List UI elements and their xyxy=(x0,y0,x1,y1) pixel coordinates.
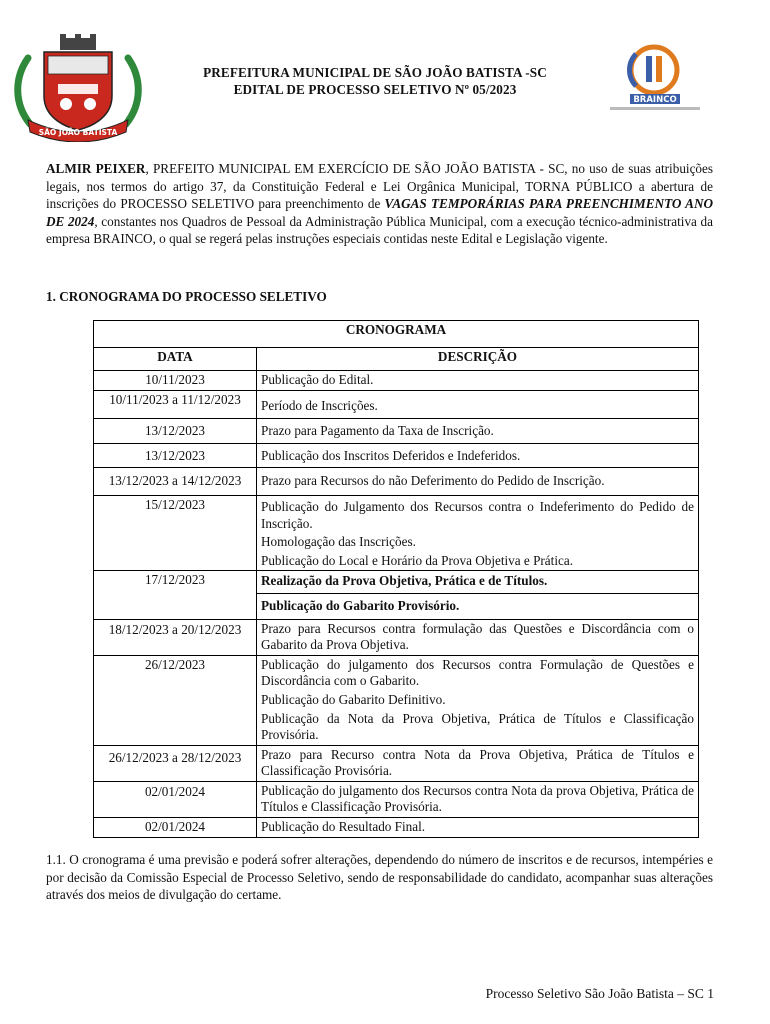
row-date: 13/12/2023 xyxy=(94,419,257,444)
table-row xyxy=(94,371,699,391)
intro-text-2: , constantes nos Quadros de Pessoal da Administração Pública Municipal, com a execução técnico-administrativa da empresa BRAINCO, o qual se regerá pelas instruções especiais contidas neste Edital e Legislação vigente. xyxy=(46,213,713,247)
row-description: Publicação do Julgamento dos Recursos contra o Indeferimento do Pedido de Inscrição. xyxy=(257,495,699,533)
section-title-cronograma: 1. CRONOGRAMA DO PROCESSO SELETIVO xyxy=(46,289,327,304)
table-row xyxy=(94,818,699,838)
row-description: Publicação do julgamento dos Recursos contra Formulação de Questões e Discordância com o Gabarito. xyxy=(257,655,699,691)
table-row xyxy=(94,443,699,468)
intro-paragraph xyxy=(46,160,713,248)
row-date: 02/01/2024 xyxy=(94,818,257,838)
column-header-description: DESCRIÇÃO xyxy=(257,348,699,371)
row-description: Publicação do Local e Horário da Prova Objetiva e Prática. xyxy=(257,552,699,571)
row-date: 13/12/2023 xyxy=(94,443,257,468)
column-header-date: DATA xyxy=(94,348,257,371)
mayor-name: ALMIR PEIXER xyxy=(46,161,146,176)
title-line-1: PREFEITURA MUNICIPAL DE SÃO JOÃO BATISTA -SC xyxy=(203,65,547,80)
schedule-table xyxy=(93,320,699,838)
intro-text-1: , PREFEITO MUNICIPAL EM EXERCÍCIO DE SÃO JOÃO BATISTA - SC, no uso de suas atribuições legais, nos termos do artigo 37, da Constituição Federal e Lei Orgânica Municipal, TORNA PÚBLICO a abertura de inscrições do PROCESSO SELETIVO para preenchimento de xyxy=(46,161,714,212)
row-description: Publicação do Gabarito Definitivo. xyxy=(257,691,699,710)
brainco-wordmark: BRAINCO xyxy=(633,95,677,105)
table-header-row xyxy=(94,348,699,371)
table-title-row xyxy=(94,321,699,348)
row-description: Publicação do julgamento dos Recursos contra Nota da prova Objetiva, Prática de Títulos e Classificação Provisória. xyxy=(257,781,699,817)
row-description: Prazo para Pagamento da Taxa de Inscrição. xyxy=(257,419,699,444)
row-description: Prazo para Recurso contra Nota da Prova Objetiva, Prática de Títulos e Classificação Provisória. xyxy=(257,745,699,781)
document-title xyxy=(150,64,600,98)
row-description: Publicação dos Inscritos Deferidos e Indeferidos. xyxy=(257,443,699,468)
municipal-crest-icon xyxy=(8,34,148,142)
row-date: 13/12/2023 a 14/12/2023 xyxy=(94,468,257,496)
table-row xyxy=(94,745,699,781)
table-row xyxy=(94,655,699,691)
table-row xyxy=(94,495,699,533)
row-description: Publicação do Resultado Final. xyxy=(257,818,699,838)
table-row xyxy=(94,619,699,655)
row-description: Período de Inscrições. xyxy=(257,390,699,419)
row-date: 26/12/2023 xyxy=(94,655,257,745)
row-description: Prazo para Recursos do não Deferimento do Pedido de Inscrição. xyxy=(257,468,699,496)
table-row xyxy=(94,468,699,496)
row-date: 26/12/2023 a 28/12/2023 xyxy=(94,745,257,781)
table-row xyxy=(94,781,699,817)
row-description: Prazo para Recursos contra formulação das Questões e Discordância com o Gabarito da Prova Objetiva. xyxy=(257,619,699,655)
row-date: 15/12/2023 xyxy=(94,495,257,570)
row-date: 10/11/2023 a 11/12/2023 xyxy=(94,390,257,419)
brainco-logo-icon xyxy=(590,44,720,116)
row-date: 02/01/2024 xyxy=(94,781,257,817)
schedule-note-paragraph: 1.1. O cronograma é uma previsão e poderá sofrer alterações, dependendo do número de inscritos e de recursos, intempéries e por decisão da Comissão Especial de Processo Seletivo, sendo de responsabilidade do candidato, acompanhar suas alterações através dos meios de divulgação do certame. xyxy=(46,852,713,903)
intro-emphasis: VAGAS TEMPORÁRIAS PARA PREENCHIMENTO ANO DE 2024 xyxy=(46,196,713,229)
page-footer: Processo Seletivo São João Batista – SC 1 xyxy=(485,986,714,1001)
row-description: Publicação do Gabarito Provisório. xyxy=(257,593,699,619)
table-row xyxy=(94,390,699,419)
row-date: 17/12/2023 xyxy=(94,571,257,619)
table-row xyxy=(94,419,699,444)
crest-ribbon-text: SÃO JOÃO BATISTA xyxy=(38,128,118,137)
title-line-2: EDITAL DE PROCESSO SELETIVO Nº 05/2023 xyxy=(233,82,517,97)
table-title: CRONOGRAMA xyxy=(94,321,699,348)
row-date: 10/11/2023 xyxy=(94,371,257,391)
row-date: 18/12/2023 a 20/12/2023 xyxy=(94,619,257,655)
row-description: Realização da Prova Objetiva, Prática e de Títulos. xyxy=(257,571,699,594)
row-description: Homologação das Inscrições. xyxy=(257,533,699,552)
document-header xyxy=(0,0,770,150)
table-row xyxy=(94,571,699,594)
row-description: Publicação do Edital. xyxy=(257,371,699,391)
row-description: Publicação da Nota da Prova Objetiva, Prática de Títulos e Classificação Provisória. xyxy=(257,710,699,746)
